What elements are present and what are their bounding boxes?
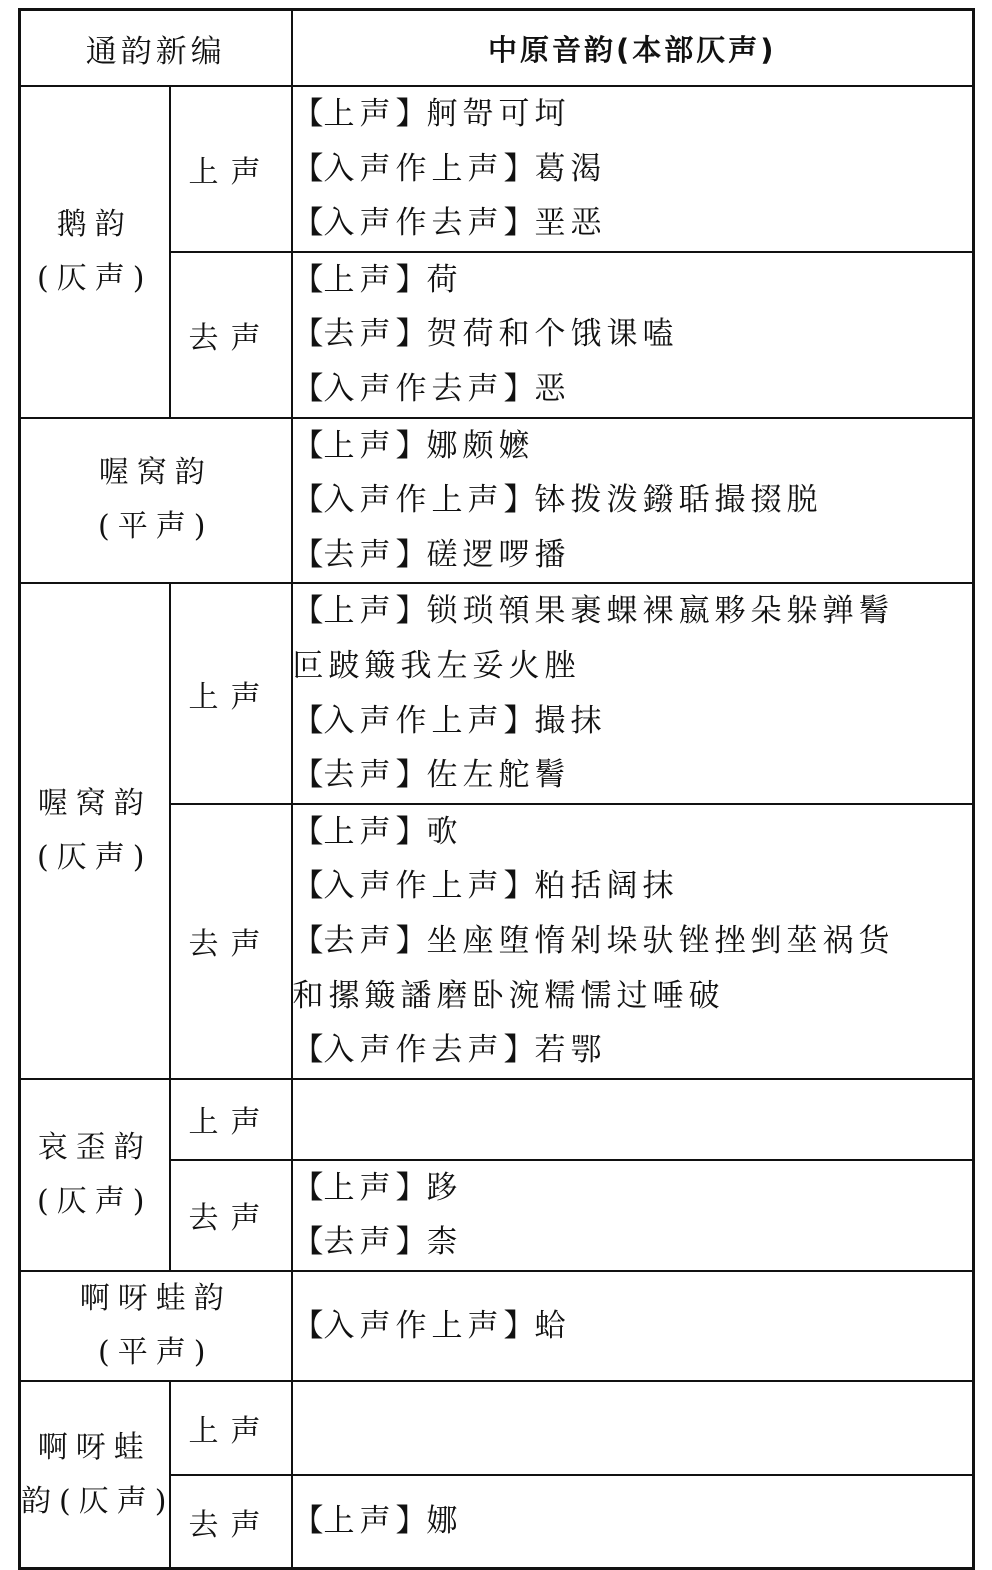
content-cell [292, 804, 974, 1079]
char-list: 娜颇嬷 [426, 427, 535, 464]
table-row [20, 1079, 974, 1160]
rhyme-name-cell [20, 1079, 170, 1271]
tone-tag: 去声 [323, 536, 396, 573]
content-line [293, 528, 973, 583]
content-line [293, 859, 973, 914]
tone-tag: 入声作去声 [323, 205, 504, 242]
tone-tag: 入声作上声 [323, 702, 504, 739]
bracket: 】 [503, 482, 535, 519]
tone-tag: 上声 [323, 261, 396, 298]
rhyme-sub: (仄声) [37, 1183, 153, 1219]
bracket: 【 [292, 868, 324, 905]
tone-tag: 上声 [323, 427, 396, 464]
bracket: 】 [503, 1307, 535, 1344]
char-list: 粕括阔抹 [534, 868, 679, 905]
content-line [293, 1494, 973, 1549]
char-list: 坐座堕惰剁垛驮锉挫剉莝祸货 [426, 922, 895, 959]
char-list: 和摞簸譒磨卧涴糯懦过唾破 [292, 977, 725, 1014]
tone-tag: 去声 [323, 757, 396, 794]
bracket: 【 [292, 1169, 324, 1206]
tone-tag: 上声 [323, 813, 396, 850]
content-line [293, 639, 973, 694]
bracket: 【 [292, 316, 324, 353]
rhyme-sub: (仄声) [37, 840, 153, 876]
content-line [293, 362, 973, 417]
tone-cell: 去声 [170, 1475, 292, 1569]
rhyme-name: 鹅韵 [56, 206, 133, 242]
content-line [293, 1299, 973, 1354]
table-row [20, 86, 974, 252]
table-row [20, 1381, 974, 1475]
table-row [20, 583, 974, 803]
content-cell [292, 1271, 974, 1381]
bracket: 【 [292, 205, 324, 242]
bracket: 【 [292, 96, 324, 132]
char-list: 垩恶 [534, 205, 607, 242]
content-cell [292, 252, 974, 418]
bracket: 】 [395, 813, 427, 850]
content-line [293, 196, 973, 251]
char-list: 撮抹 [534, 702, 607, 739]
char-list: 锁琐顇果裹蜾裸嬴夥朵躲亸鬌 [426, 593, 895, 630]
content-line [293, 584, 973, 639]
bracket: 【 [292, 261, 324, 298]
char-list: 蛤 [534, 1307, 571, 1344]
bracket: 】 [395, 427, 427, 464]
bracket: 】 [503, 370, 535, 407]
char-list: 贺荷和个饿课嗑 [426, 316, 679, 353]
bracket: 】 [395, 536, 427, 573]
tone-cell: 上声 [170, 86, 292, 252]
bracket: 】 [503, 868, 535, 905]
tone-tag: 入声作上声 [323, 1307, 504, 1344]
rhyme-name: 啊呀蛙韵 [79, 1280, 232, 1316]
tone-cell: 上声 [170, 583, 292, 803]
bracket: 【 [292, 593, 324, 630]
char-list: 叵跛簸我左妥火脞 [292, 647, 581, 684]
content-line [293, 1023, 973, 1078]
header-row [20, 10, 974, 87]
bracket: 【 [292, 813, 324, 850]
tone-tag: 去声 [323, 316, 396, 353]
bracket: 【 [292, 150, 324, 187]
bracket: 】 [503, 150, 535, 187]
rhyme-name-cell [20, 86, 170, 418]
content-line [293, 914, 973, 969]
char-list: 磋逻啰播 [426, 536, 571, 573]
content-cell [292, 1475, 974, 1569]
content-line [293, 419, 973, 474]
bracket: 】 [395, 757, 427, 794]
rhyme-sub: (仄声) [37, 260, 153, 296]
rhyme-name: 啊呀蛙 [37, 1429, 152, 1465]
bracket: 】 [395, 593, 427, 630]
rhyme-name: 哀歪韵 [37, 1129, 152, 1165]
bracket: 】 [503, 702, 535, 739]
bracket: 】 [395, 1169, 427, 1206]
content-line [293, 969, 973, 1024]
char-list: 舸哿可坷 [426, 96, 571, 132]
tone-tag: 入声作去声 [323, 370, 504, 407]
char-list: 若鄂 [534, 1032, 607, 1069]
tone-cell: 去声 [170, 804, 292, 1079]
bracket: 【 [292, 922, 324, 959]
header-tongyun: 通韵新编 [20, 10, 292, 87]
content-cell [292, 1381, 974, 1475]
char-list: 恶 [534, 370, 571, 407]
bracket: 】 [395, 1224, 427, 1261]
tone-tag: 上声 [323, 593, 396, 630]
rhyme-table [18, 8, 975, 1570]
content-line [293, 142, 973, 197]
bracket: 【 [292, 1032, 324, 1069]
tone-tag: 入声作上声 [323, 150, 504, 187]
bracket: 】 [503, 1032, 535, 1069]
bracket: 】 [395, 316, 427, 353]
char-list: 跢 [426, 1169, 463, 1206]
char-list: 娜 [426, 1503, 463, 1540]
char-list: 钵拨泼鏺聒撮掇脱 [534, 482, 823, 519]
bracket: 【 [292, 1503, 324, 1540]
tone-tag: 入声作上声 [323, 868, 504, 905]
bracket: 【 [292, 757, 324, 794]
char-list: 柰 [426, 1224, 463, 1261]
tone-tag: 上声 [323, 1503, 396, 1540]
bracket: 【 [292, 370, 324, 407]
char-list: 㰤 [426, 813, 463, 850]
content-line [293, 307, 973, 362]
tone-tag: 入声作上声 [323, 482, 504, 519]
rhyme-name-cell [20, 583, 170, 1078]
bracket: 】 [503, 205, 535, 242]
table-row [20, 1271, 974, 1381]
bracket: 】 [395, 922, 427, 959]
bracket: 】 [395, 1503, 427, 1540]
rhyme-name: 喔窝韵 [37, 786, 152, 822]
rhyme-table-container [18, 8, 972, 1570]
content-cell [292, 1079, 974, 1160]
content-line [293, 1161, 973, 1216]
char-list: 荷 [426, 261, 463, 298]
header-zhongyuan: 中原音韵(本部仄声) [292, 10, 974, 87]
bracket: 【 [292, 536, 324, 573]
rhyme-sub: (平声) [98, 1334, 214, 1370]
bracket: 】 [395, 261, 427, 298]
rhyme-sub: (平声) [98, 509, 214, 545]
content-cell [292, 418, 974, 584]
content-line [293, 805, 973, 860]
content-cell [292, 86, 974, 252]
rhyme-name-cell [20, 1271, 292, 1381]
content-line [293, 473, 973, 528]
char-list: 葛渴 [534, 150, 607, 187]
bracket: 【 [292, 427, 324, 464]
tone-cell: 上声 [170, 1381, 292, 1475]
tone-tag: 上声 [323, 96, 396, 132]
content-line [293, 1215, 973, 1270]
bracket: 【 [292, 482, 324, 519]
tone-tag: 入声作去声 [323, 1032, 504, 1069]
bracket: 【 [292, 702, 324, 739]
tone-cell: 去声 [170, 252, 292, 418]
tone-tag: 去声 [323, 1224, 396, 1261]
tone-tag: 上声 [323, 1169, 396, 1206]
tone-cell: 上声 [170, 1079, 292, 1160]
content-cell [292, 1160, 974, 1271]
tone-tag: 去声 [323, 922, 396, 959]
bracket: 【 [292, 1307, 324, 1344]
rhyme-name: 喔窝韵 [98, 455, 213, 491]
content-line [293, 87, 973, 142]
content-cell [292, 583, 974, 803]
rhyme-sub: 韵(仄声) [21, 1483, 175, 1519]
bracket: 【 [292, 1224, 324, 1261]
content-line [293, 694, 973, 749]
table-row [20, 418, 974, 584]
char-list: 佐左舵鬌 [426, 757, 571, 794]
content-line [293, 748, 973, 803]
tone-cell: 去声 [170, 1160, 292, 1271]
rhyme-name-cell [20, 418, 292, 584]
rhyme-name-cell [20, 1381, 175, 1569]
bracket: 】 [395, 96, 427, 132]
content-line [293, 253, 973, 308]
